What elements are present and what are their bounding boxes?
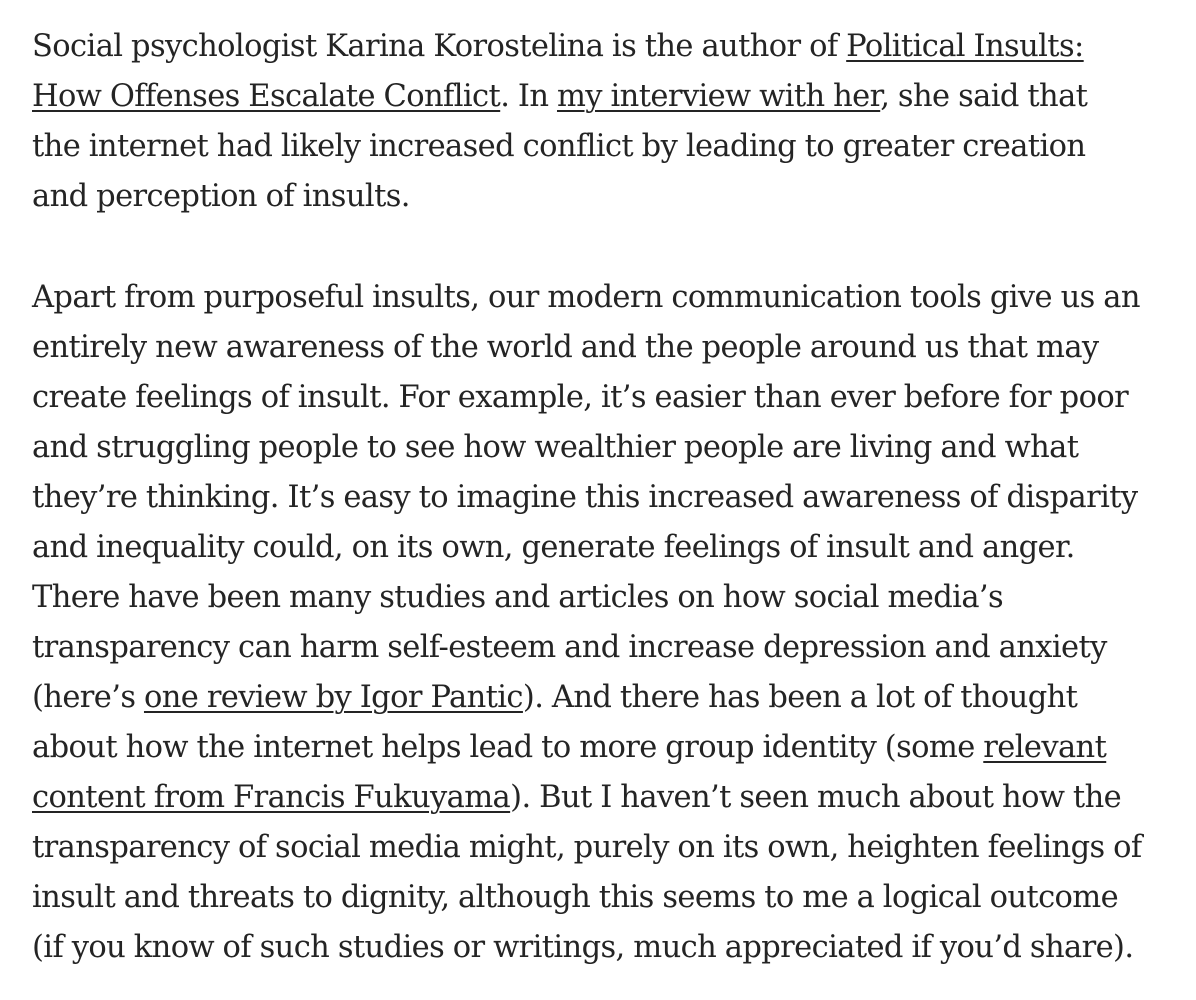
- paragraph-text: . In: [500, 79, 557, 114]
- link-igor-pantic-review[interactable]: one review by Igor Pantic: [143, 680, 523, 715]
- paragraph-text: ). But I haven’t seen much about how the transparency of social media might, purely on its own, heighten feelings of insult and threats to dignity, although this seems to me a logical outcome (if you know of such studies or writings, much appreciated if you’d share).: [32, 780, 1142, 965]
- paragraph-text: Social psychologist Karina Korostelina is the author of: [32, 29, 847, 64]
- paragraph-social-media-transparency: [32, 273, 1142, 973]
- article-body: [32, 22, 1142, 973]
- link-interview[interactable]: my interview with her: [556, 79, 881, 114]
- paragraph-text: ). And there has been a lot of thought about how the internet helps lead to more group identity (some: [32, 680, 1078, 765]
- link-fukuyama-content[interactable]: relevant content from Francis Fukuyama: [32, 730, 1107, 815]
- paragraph-text: Apart from purposeful insults, our modern communication tools give us an entirely new awareness of the world and the people around us that may create feelings of insult. For example, it’s easier than ever before for poor and struggling people to see how wealthier people are living and what they’re thinking. It’s easy to imagine this increased awareness of disparity and inequality could, on its own, generate feelings of insult and anger. There have been many studies and articles on how social media’s transparency can harm self-esteem and increase depression and anxiety (here’s: [32, 280, 1140, 715]
- paragraph-text: , she said that the internet had likely increased conflict by leading to greater creation and perception of insults.: [32, 79, 1088, 214]
- paragraph-korostelina: [32, 22, 1142, 222]
- link-political-insults-book[interactable]: Political Insults: How Offenses Escalate Conflict: [32, 29, 1084, 114]
